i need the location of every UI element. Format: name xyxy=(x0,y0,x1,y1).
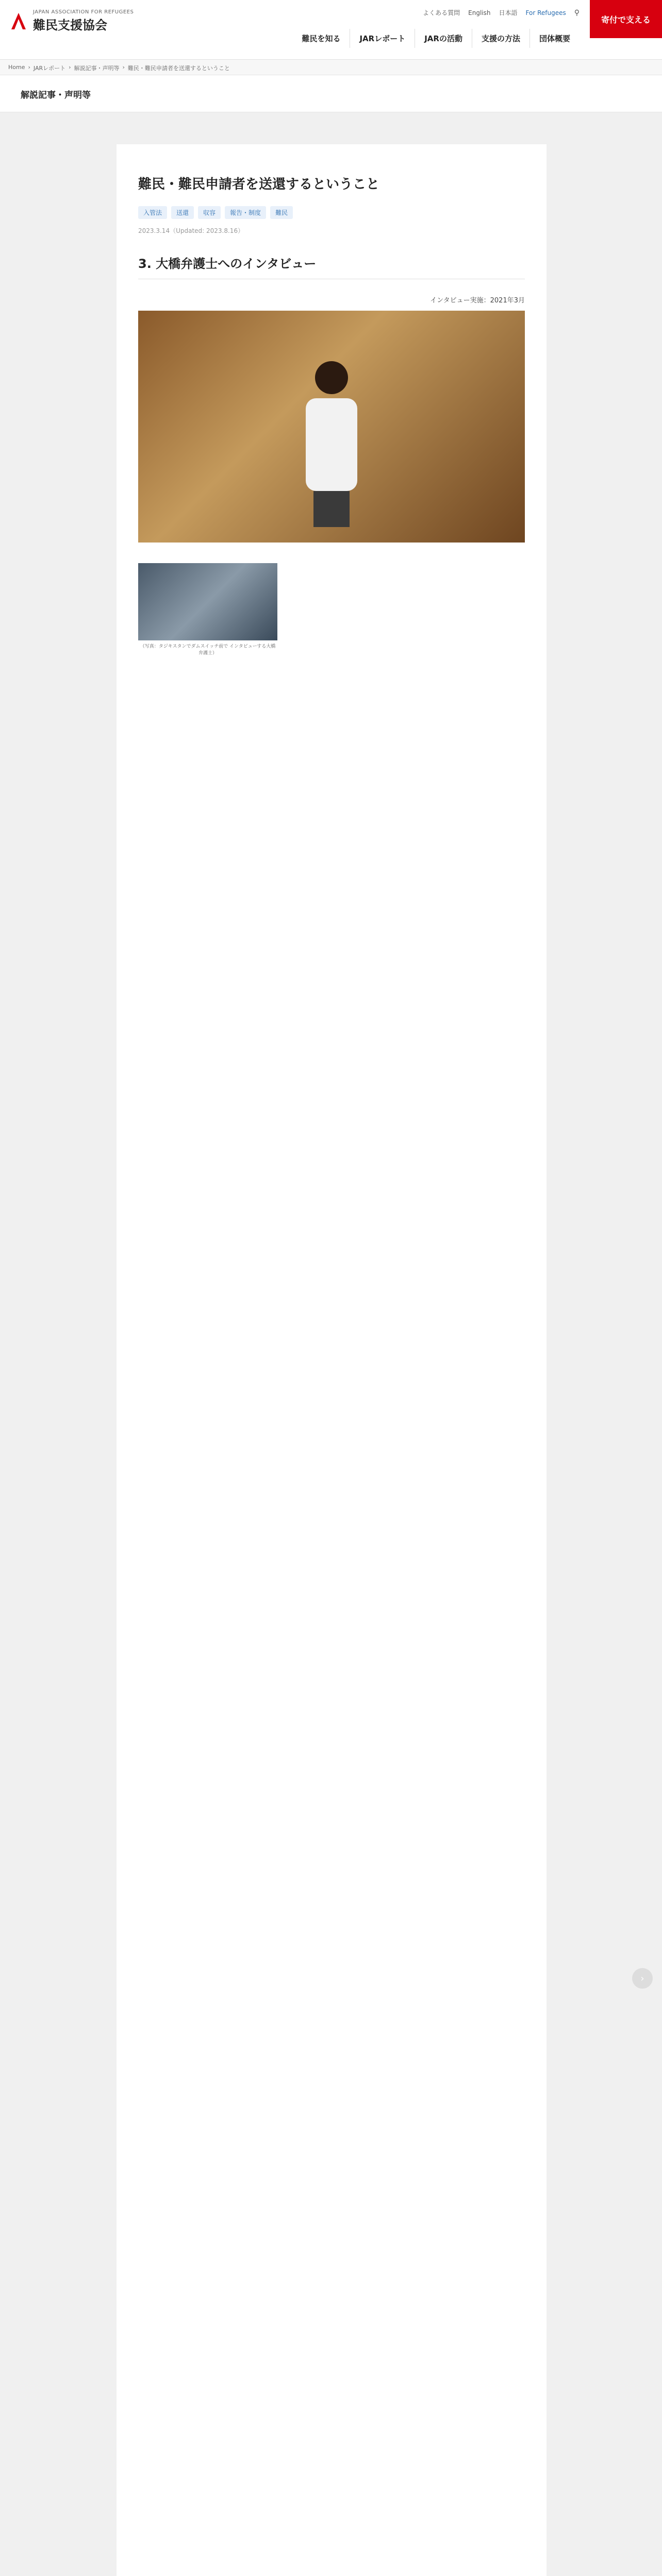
site-header xyxy=(0,0,662,60)
breadcrumb-current: 難民・難民申請者を送還するということ xyxy=(127,65,230,72)
search-icon[interactable]: ⚲ xyxy=(574,8,580,17)
tag[interactable]: 送還 xyxy=(171,206,194,219)
tag-list xyxy=(138,206,525,219)
tag[interactable]: 入管法 xyxy=(138,206,167,219)
scroll-arrow-icon[interactable]: › xyxy=(632,1968,653,1989)
nav-item-about[interactable]: 団体概要 xyxy=(529,29,580,48)
utility-links xyxy=(423,8,580,17)
tag[interactable]: 収容 xyxy=(198,206,221,219)
breadcrumb-separator: › xyxy=(69,64,71,71)
util-link-for-refugees[interactable]: For Refugees xyxy=(525,9,566,16)
breadcrumb-report[interactable]: JARレポート xyxy=(33,65,66,72)
breadcrumb-category[interactable]: 解説記事・声明等 xyxy=(74,65,120,72)
main-nav xyxy=(292,29,580,48)
util-link-japanese[interactable]: 日本語 xyxy=(499,9,518,16)
breadcrumb-separator: › xyxy=(122,64,125,71)
nav-item-support[interactable]: 支援の方法 xyxy=(472,29,529,48)
util-link-english[interactable]: English xyxy=(468,9,491,16)
article-title: 難民・難民申請者を送還するということ xyxy=(138,177,380,192)
inset-caption: （写真：タジキスタンでダムスイッチ前で インタビューする大橋弁護士） xyxy=(140,644,276,656)
chapter-heading: 3. 大橋弁護士へのインタビュー xyxy=(138,253,525,279)
nav-item-report[interactable]: JARレポート xyxy=(350,29,415,48)
tag[interactable]: 報告・制度 xyxy=(225,206,266,219)
site-logo[interactable] xyxy=(8,9,134,33)
logo-mark-icon xyxy=(8,11,29,31)
interview-date: インタビュー実施：2021年3月 xyxy=(430,297,525,305)
article-date: 2023.3.14（Updated: 2023.8.16） xyxy=(138,227,244,235)
inset-photo xyxy=(138,563,277,640)
speaker-figure-icon xyxy=(293,352,370,527)
nav-item-learn[interactable]: 難民を知る xyxy=(302,34,341,43)
logo-english-text: JAPAN ASSOCIATION FOR REFUGEES xyxy=(33,9,134,15)
inset-block xyxy=(138,563,525,656)
section-header xyxy=(0,75,662,112)
breadcrumb xyxy=(0,60,662,75)
nav-item-activities[interactable]: JARの活動 xyxy=(415,29,472,48)
donate-button[interactable]: 寄付で支える xyxy=(590,0,662,38)
article-card xyxy=(117,144,547,2576)
interview-photo xyxy=(138,311,525,543)
breadcrumb-separator: › xyxy=(28,64,30,71)
section-label: 解説記事・声明等 xyxy=(21,90,91,100)
breadcrumb-home[interactable]: Home xyxy=(8,64,25,71)
logo-japanese-text: 難民支援協会 xyxy=(33,18,107,32)
util-link-faq[interactable]: よくある質問 xyxy=(423,9,460,16)
tag[interactable]: 難民 xyxy=(270,206,293,219)
